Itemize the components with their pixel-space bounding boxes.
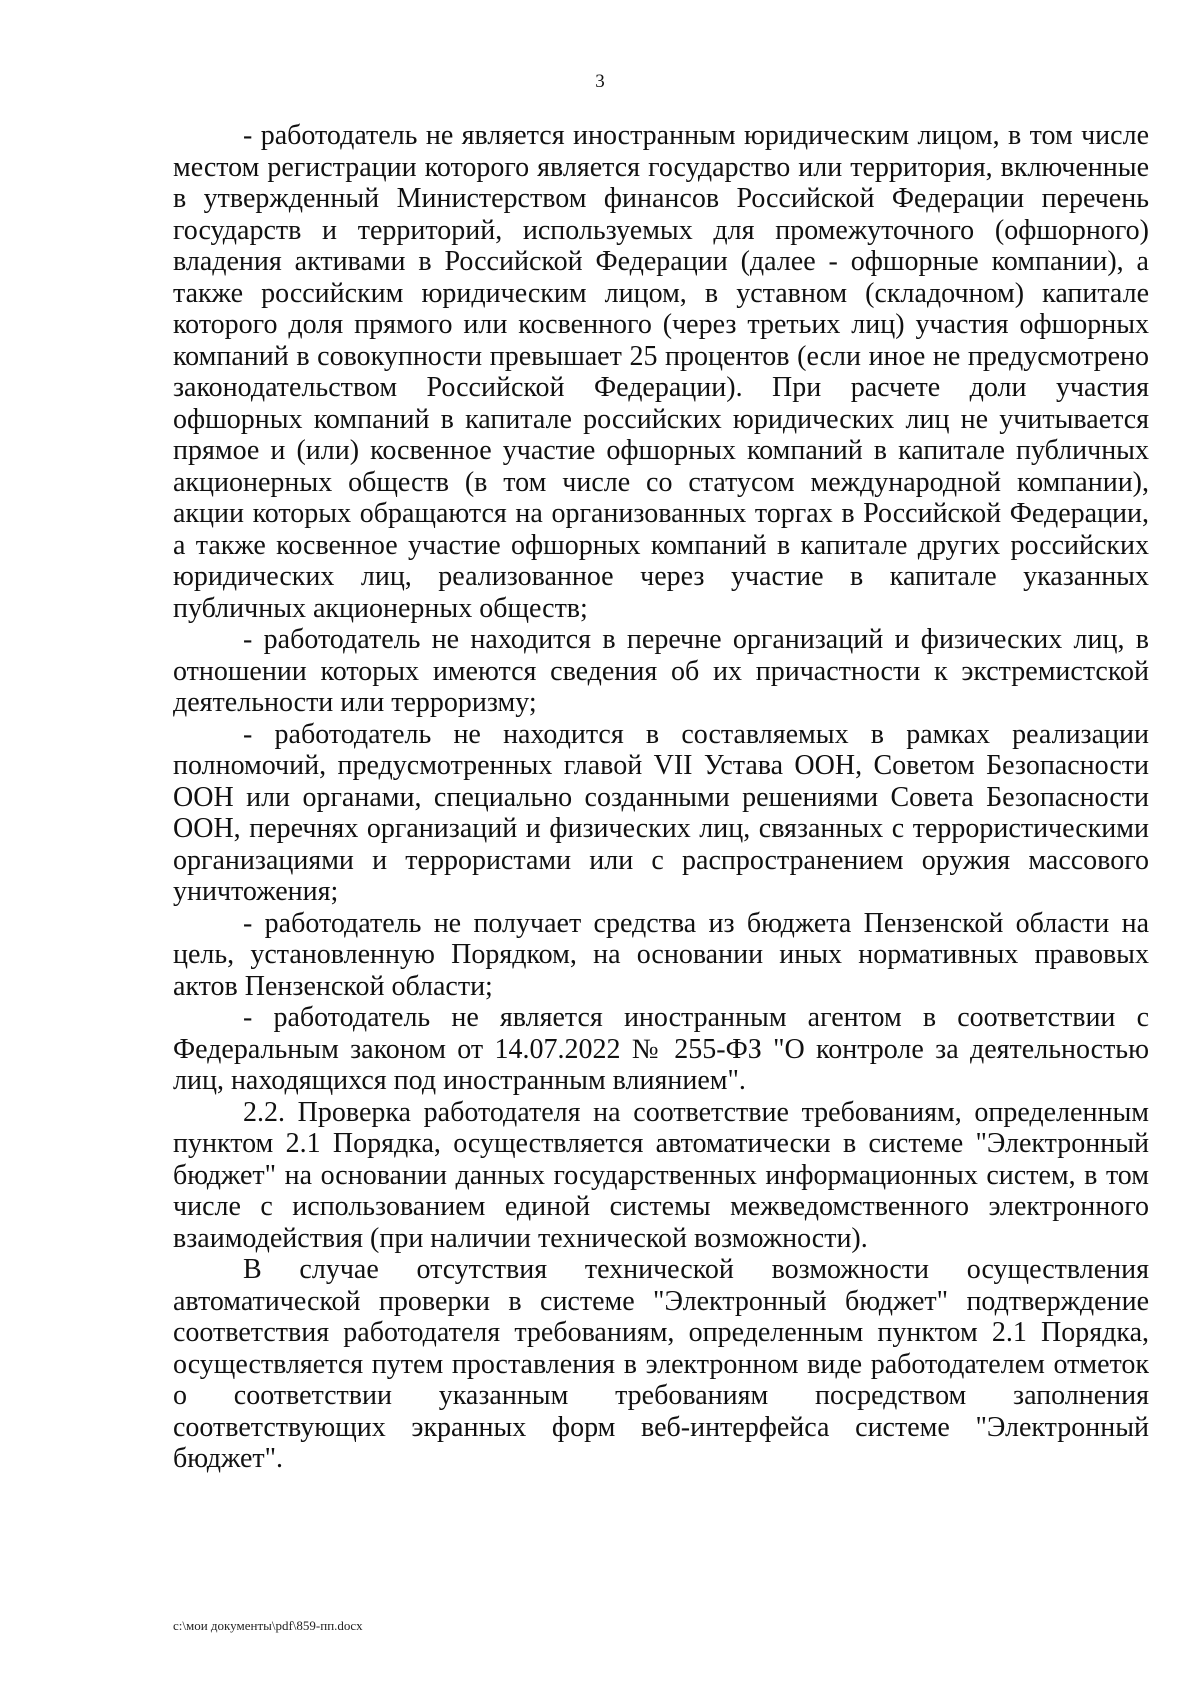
paragraph-manual-confirmation: В случае отсутствия технической возможности осуществления автоматической проверки в системе "Электронный бюджет" подтверждение соответствия работодателя требованиям, определенным пунктом 2.1 Порядка, осуществляется путем проставления в электронном виде работодателем отметок о соответствии указанным требованиям посредством заполнения соответствующих экранных форм веб-интерфейса системе "Электронный бюджет".: [173, 1254, 1149, 1474]
page-number: 3: [595, 71, 605, 92]
paragraph-automatic-check: 2.2. Проверка работодателя на соответствие требованиям, определенным пунктом 2.1 Порядка, осуществляется автоматически в системе "Электронный бюджет" на основании данных государственных информационных систем, в том числе с использованием единой системы межведомственного электронного взаимодействия (при наличии технической возможности).: [173, 1096, 1149, 1254]
document-body: [173, 120, 1149, 1475]
paragraph-foreign-agent: - работодатель не является иностранным агентом в соответствии с Федеральным законом от 14.07.2022 № 255-ФЗ "О контроле за деятельностью лиц, находящихся под иностранным влиянием".: [173, 1002, 1149, 1096]
paragraph-offshore-requirement: - работодатель не является иностранным юридическим лицом, в том числе местом регистрации которого является государство или территория, включенные в утвержденный Министерством финансов Российской Федерации перечень государств и территорий, используемых для промежуточного (офшорного) владения активами в Российской Федерации (далее - офшорные компании), а также российским юридическим лицом, в уставном (складочном) капитале которого доля прямого или косвенного (через третьих лиц) участия офшорных компаний в совокупности превышает 25 процентов (если иное не предусмотрено законодательством Российской Федерации). При расчете доли участия офшорных компаний в капитале российских юридических лиц не учитывается прямое и (или) косвенное участие офшорных компаний в капитале публичных акционерных обществ (в том числе со статусом международной компании), акции которых обращаются на организованных торгах в Российской Федерации, а также косвенное участие офшорных компаний в капитале других российских юридических лиц, реализованное через участие в капитале указанных публичных акционерных обществ;: [173, 120, 1149, 624]
paragraph-budget-funds: - работодатель не получает средства из бюджета Пензенской области на цель, установленную Порядком, на основании иных нормативных правовых актов Пензенской области;: [173, 907, 1149, 1002]
footer-file-path: c:\мои документы\pdf\859-пп.docx: [173, 1618, 363, 1633]
paragraph-un-security-council-list: - работодатель не находится в составляемых в рамках реализации полномочий, предусмотренных главой VII Устава ООН, Советом Безопасности ООН или органами, специально созданными решениями Совета Безопасности ООН, перечнях организаций и физических лиц, связанных с террористическими организациями и террористами или с распространением оружия массового уничтожения;: [173, 718, 1149, 907]
paragraph-extremism-list: - работодатель не находится в перечне организаций и физических лиц, в отношении которых имеются сведения об их причастности к экстремистской деятельности или терроризму;: [173, 624, 1149, 718]
